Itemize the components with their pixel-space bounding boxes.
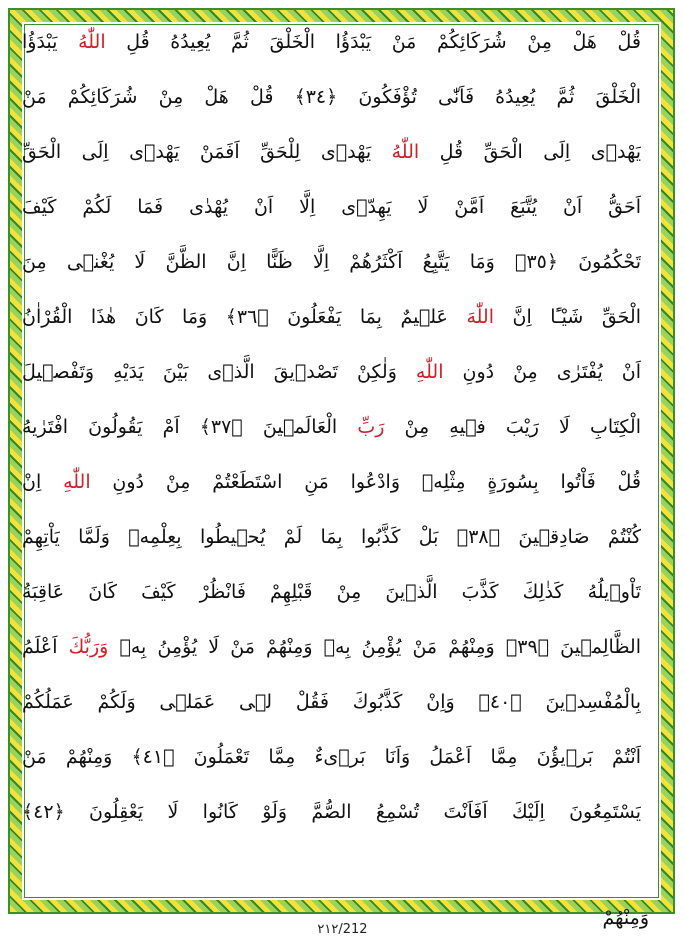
divine-name: اللّٰهَ [466, 306, 494, 328]
verse-line-8: الْكِتَابِ لَا رَيْبَ فٖيهِ مِنْ رَبِّ الْعَالَمٖينَ ﴿٣٧﴾ اَمْ يَقُولُونَ افْتَرٰيهُ [22, 407, 641, 447]
verse-line-2: الْخَلْقَ ثُمَّ يُعِيدُهُ فَاَنّٰى تُؤْفَكُونَ ﴿٣٤﴾ قُلْ هَلْ مِنْ شُرَكَائِكُمْ مَنْ [22, 86, 641, 108]
divine-name: اللّٰهِ [415, 361, 444, 383]
verse-line-6: الْحَقِّ شَيْـًٔا اِنَّ اللّٰهَ عَلٖيمٌ بِمَا يَفْعَلُونَ ﴿٣٦﴾ وَمَا كَانَ هٰذَا الْقُرْاٰنُ [22, 297, 641, 337]
divine-name: رَبِّ [357, 416, 385, 438]
verse-line-1: قُلْ هَلْ مِنْ شُرَكَائِكُمْ مَنْ يَبْدَؤُا الْخَلْقَ ثُمَّ يُعِيدُهُ قُلِ اللّٰهُ يَبْدَؤُا [22, 22, 641, 62]
divine-name: اللّٰهِ [63, 471, 91, 493]
divine-name: اللّٰهُ [78, 31, 106, 53]
verse-line-9: قُلْ فَاْتُوا بِسُورَةٍ مِثْلِهٖ وَادْعُوا مَنِ اسْتَطَعْتُمْ مِنْ دُونِ اللّٰهِ اِنْ [22, 462, 641, 502]
verse-line-11: تَاْوٖيلُهُ كَذٰلِكَ كَذَّبَ الَّذٖينَ مِنْ قَبْلِهِمْ فَانْظُرْ كَيْفَ كَانَ عَاقِبَةُ [22, 581, 641, 603]
page-number: ٢١٢/212 [317, 922, 368, 937]
verse-line-12: الظَّالِمٖينَ ﴿٣٩﴾ وَمِنْهُمْ مَنْ يُؤْمِنُ بِهٖ وَمِنْهُمْ مَنْ لَا يُؤْمِنُ بِهٖ وَرَبُّكَ اَعْلَمُ [22, 627, 641, 667]
verse-line-5: تَحْكُمُونَ ﴿٣٥﴾ وَمَا يَتَّبِعُ اَكْثَرُهُمْ اِلَّا ظَنًّا اِنَّ الظَّنَّ لَا يُغْنٖى مِنَ [22, 251, 641, 273]
verse-line-7: اَنْ يُفْتَرٰى مِنْ دُونِ اللّٰهِ وَلٰكِنْ تَصْدٖيقَ الَّذٖى بَيْنَ يَدَيْهِ وَتَفْصٖيلَ [22, 352, 641, 392]
verse-line-13: بِالْمُفْسِدٖينَ ﴿٤٠﴾ وَاِنْ كَذَّبُوكَ فَقُلْ لٖى عَمَلٖى وَلَكُمْ عَمَلُكُمْ [22, 691, 641, 713]
verse-line-15: يَسْتَمِعُونَ اِلَيْكَ اَفَاَنْتَ تُسْمِعُ الصُّمَّ وَلَوْ كَانُوا لَا يَعْقِلُونَ ﴿٤٢﴾ [22, 801, 641, 823]
verse-line-14: اَنْتُمْ بَرٖيؤُنَ مِمَّا اَعْمَلُ وَاَنَا بَرٖىءٌ مِمَّا تَعْمَلُونَ ﴿٤١﴾ وَمِنْهُمْ مَنْ [22, 746, 641, 768]
divine-name: وَرَبُّكَ [68, 636, 109, 658]
verse-line-4: اَحَقُّ اَنْ يُتَّبَعَ اَمَّنْ لَا يَهِدّٖى اِلَّا اَنْ يُهْدٰى فَمَا لَكُمْ كَيْفَ [22, 196, 641, 218]
catchword: وَمِنْهُمْ [602, 907, 649, 929]
divine-name: اللّٰهُ [391, 141, 420, 163]
verse-line-3: يَهْدٖى اِلَى الْحَقِّ قُلِ اللّٰهُ يَهْدٖى لِلْحَقِّ اَفَمَنْ يَهْدٖى اِلَى الْحَقِّ [22, 132, 641, 172]
verse-line-10: كُنْتُمْ صَادِقٖينَ ﴿٣٨﴾ بَلْ كَذَّبُوا بِمَا لَمْ يُحٖيطُوا بِعِلْمِهٖ وَلَمَّا يَاْتِهِمْ [22, 526, 641, 548]
quran-text-area [22, 22, 649, 929]
